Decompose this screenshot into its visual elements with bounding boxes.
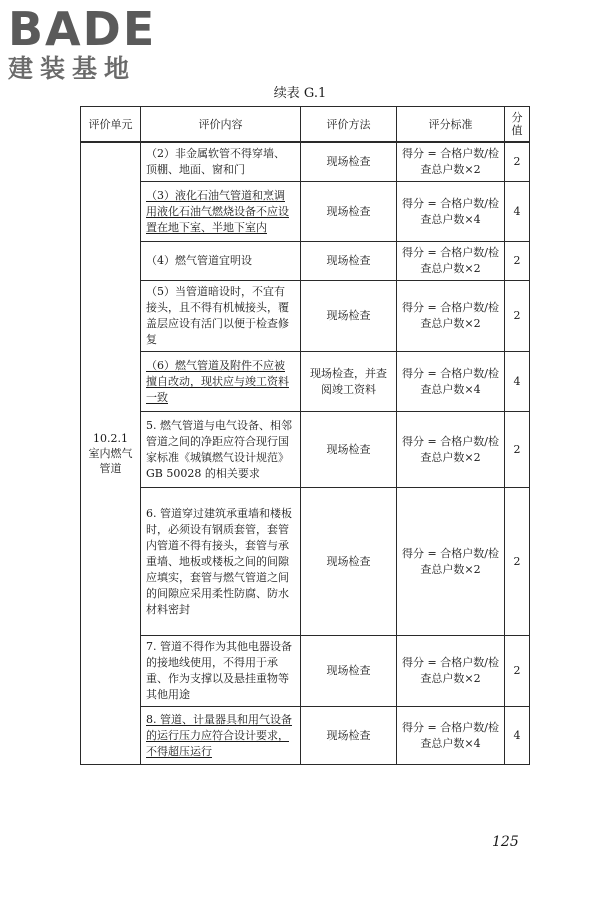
header-points: 分值	[505, 107, 530, 143]
points-cell: 2	[505, 281, 530, 352]
content-text: （3）液化石油气管道和烹调用液化石油气燃烧设备不应设置在地下室、半地下室内	[146, 188, 289, 234]
score-criteria-cell: 得分 = 合格户数/检查总户数×4	[397, 182, 505, 242]
table-header-row	[81, 107, 530, 143]
score-criteria-cell: 得分 = 合格户数/检查总户数×4	[397, 352, 505, 412]
bade-logo	[8, 2, 157, 84]
logo-subtitle: 建装基地	[8, 54, 137, 83]
method-cell: 现场检查	[301, 412, 397, 488]
header-content: 评价内容	[141, 107, 301, 143]
method-cell: 现场检查	[301, 636, 397, 707]
content-cell	[141, 281, 301, 352]
points-cell: 2	[505, 488, 530, 636]
content-cell	[141, 182, 301, 242]
score-criteria-cell: 得分 = 合格户数/检查总户数×2	[397, 142, 505, 182]
page-number: 125	[492, 834, 519, 850]
table-row	[81, 352, 530, 412]
table-row	[81, 412, 530, 488]
table-row	[81, 242, 530, 281]
score-criteria-cell: 得分 = 合格户数/检查总户数×4	[397, 707, 505, 765]
content-text: （6）燃气管道及附件不应被擅自改动，现状应与竣工资料一致	[146, 358, 289, 404]
content-cell	[141, 242, 301, 281]
header-method: 评价方法	[301, 107, 397, 143]
logo-wordmark: BADE	[8, 2, 157, 56]
method-cell: 现场检查	[301, 707, 397, 765]
method-cell: 现场检查	[301, 142, 397, 182]
content-text: 8. 管道、计量器具和用气设备的运行压力应符合设计要求，不得超压运行	[146, 712, 292, 758]
content-cell	[141, 488, 301, 636]
method-cell: 现场检查	[301, 182, 397, 242]
content-text: 6. 管道穿过建筑承重墙和楼板时，必须设有钢质套管，套管内管道不得有接头，套管与承重墙、地板或楼板之间的间隙应填实，套管与燃气管道之间的间隙应采用柔性防腐、防水材料密封	[146, 506, 292, 616]
points-cell: 4	[505, 352, 530, 412]
score-criteria-cell: 得分 = 合格户数/检查总户数×2	[397, 488, 505, 636]
score-criteria-cell: 得分 = 合格户数/检查总户数×2	[397, 412, 505, 488]
points-cell: 2	[505, 142, 530, 182]
content-text: 7. 管道不得作为其他电器设备的接地线使用，不得用于承重、作为支撑以及悬挂重物等其他用途	[146, 640, 292, 701]
score-criteria-cell: 得分 = 合格户数/检查总户数×2	[397, 636, 505, 707]
table-row	[81, 636, 530, 707]
content-cell	[141, 352, 301, 412]
table-body	[81, 142, 530, 765]
method-cell: 现场检查，并查阅竣工资料	[301, 352, 397, 412]
score-criteria-cell: 得分 = 合格户数/检查总户数×2	[397, 242, 505, 281]
table-row	[81, 142, 530, 182]
content-text: （5）当管道暗设时，不宜有接头，且不得有机械接头，覆盖层应设有活门以便于检查修复	[146, 285, 289, 346]
content-text: （4）燃气管道宜明设	[146, 254, 252, 267]
points-cell: 4	[505, 707, 530, 765]
points-cell: 2	[505, 242, 530, 281]
method-cell: 现场检查	[301, 242, 397, 281]
points-cell: 4	[505, 182, 530, 242]
content-cell	[141, 142, 301, 182]
points-cell: 2	[505, 636, 530, 707]
content-cell	[141, 636, 301, 707]
content-text: 5. 燃气管道与电气设备、相邻管道之间的净距应符合现行国家标准《城镇燃气设计规范》GB 50028 的相关要求	[146, 418, 292, 480]
table-row	[81, 182, 530, 242]
header-score: 评分标准	[397, 107, 505, 143]
points-cell: 2	[505, 412, 530, 488]
content-cell	[141, 707, 301, 765]
header-unit: 评价单元	[81, 107, 141, 143]
table-row	[81, 707, 530, 765]
evaluation-unit-cell: 10.2.1 室内燃气管道	[81, 142, 141, 765]
table-row	[81, 281, 530, 352]
method-cell: 现场检查	[301, 281, 397, 352]
evaluation-table	[80, 106, 530, 765]
content-text: （2）非金属软管不得穿墙、顶棚、地面、窗和门	[146, 147, 285, 176]
method-cell: 现场检查	[301, 488, 397, 636]
score-criteria-cell: 得分 = 合格户数/检查总户数×2	[397, 281, 505, 352]
table-row	[81, 488, 530, 636]
table-caption: 续表 G.1	[273, 86, 327, 101]
content-cell	[141, 412, 301, 488]
